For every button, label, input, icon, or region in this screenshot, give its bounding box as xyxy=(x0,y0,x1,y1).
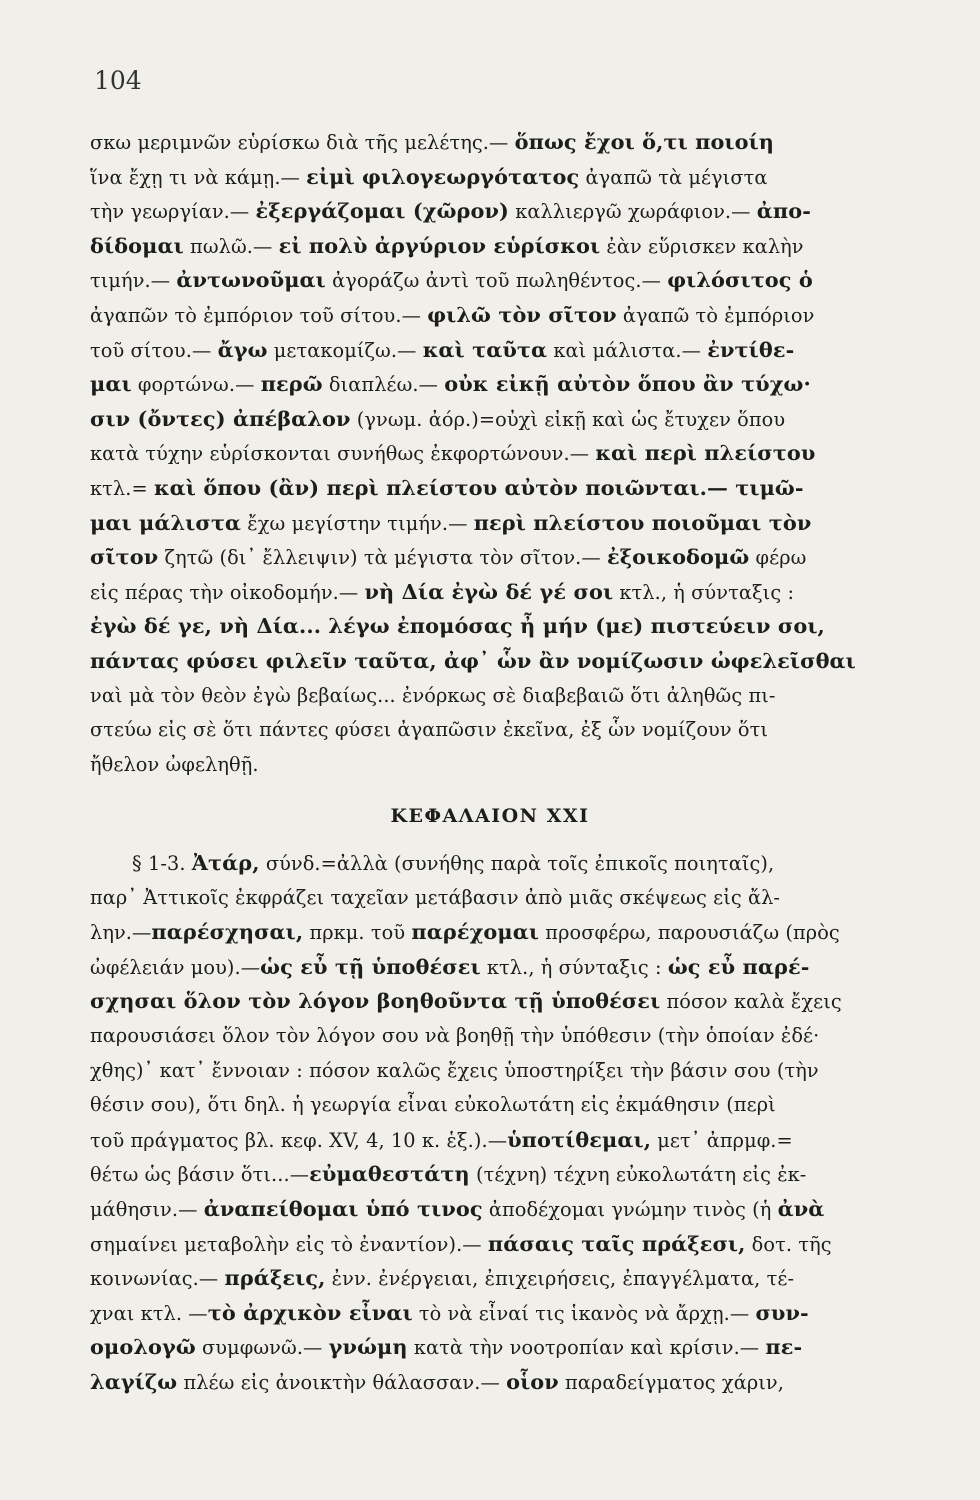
text-line xyxy=(90,1261,898,1296)
lemma-term: ὅπως ἔχοι ὅ,τι ποιοίη xyxy=(514,129,775,154)
gloss-text: ἀγαπῶ τὰ μέγιστα xyxy=(579,165,768,189)
text-line xyxy=(90,263,898,298)
gloss-text: κτλ.= xyxy=(90,476,154,500)
lemma-term: ἐγὼ δέ γε, νὴ Δία... λέγω ἐπομόσας ἦ μήν (με) πιστεύειν σοι, xyxy=(90,613,825,639)
text-line xyxy=(90,713,898,748)
text-line xyxy=(90,229,898,264)
lemma-term: εἰ πολὺ ἀργύριον εὑρίσκοι xyxy=(278,232,601,258)
lemma-term: σχησαι ὅλον τὸν λόγον βοηθοῦντα τῇ ὑποθέσει xyxy=(90,988,661,1014)
gloss-text: μετακομίζω.— xyxy=(267,338,423,362)
lemma-term: πράξεις, xyxy=(224,1265,326,1291)
lemma-term: ἀπο- xyxy=(756,198,811,224)
lemma-term: ἀνὰ xyxy=(777,1195,825,1221)
text-line xyxy=(90,1019,898,1054)
gloss-text: καὶ μάλιστα.— xyxy=(547,338,708,362)
lemma-term: μαι μάλιστα xyxy=(90,509,242,535)
lemma-term: τὸ ἀρχικὸν εἶναι xyxy=(207,1299,413,1325)
gloss-text: θέσιν σου), ὅτι δηλ. ἡ γεωργία εἶναι εὐκολωτάτη εἰς ἐκμάθησιν (περὶ xyxy=(90,1093,776,1117)
text-line xyxy=(90,881,898,916)
text-line xyxy=(90,471,898,506)
text-line xyxy=(90,609,898,644)
gloss-text: ἀποδέχομαι γνώμην τινὸς (ἡ xyxy=(482,1197,778,1221)
lemma-term: πάντας φύσει φιλεῖν ταῦτα, ἀφ᾽ ὧν ἂν νομίζωσιν ὠφελεῖσθαι xyxy=(90,647,856,673)
gloss-text: ἀγαπῶ τὸ ἐμπόριον xyxy=(616,303,815,327)
gloss-text: τοῦ σίτου.— xyxy=(90,338,218,362)
lemma-term: παρέσχησαι, xyxy=(151,919,304,945)
lemma-term: περῶ xyxy=(260,371,323,397)
text-line xyxy=(90,436,898,471)
lemma-term: σιν (ὄντες) ἀπέβαλον xyxy=(90,405,351,431)
text-line xyxy=(90,1192,898,1227)
gloss-text: στεύω εἰς σὲ ὅτι πάντες φύσει ἀγαπῶσιν ἐκεῖνα, ἐξ ὧν νομίζουν ὅτι xyxy=(90,718,769,742)
gloss-text: τιμήν.— xyxy=(90,269,177,293)
text-line xyxy=(90,644,898,679)
lemma-term: καὶ ὅπου (ἂν) περὶ πλείστου αὐτὸν ποιῶνται.— τιμῶ- xyxy=(153,474,804,500)
lemma-term: ἄγω xyxy=(217,336,268,362)
gloss-text: διαπλέω.— xyxy=(322,373,445,397)
gloss-text: μετ᾽ ἀπρμφ.= xyxy=(651,1128,793,1152)
lemma-term: μαι xyxy=(90,371,132,397)
text-line xyxy=(90,194,898,229)
gloss-text: σκω μεριμνῶν εὑρίσκω διὰ τῆς μελέτης.— xyxy=(90,131,515,154)
gloss-text: κατὰ τὴν νοοτροπίαν καὶ κρίσιν.— xyxy=(407,1336,766,1360)
gloss-text: κτλ., ἡ σύνταξις : xyxy=(613,580,795,604)
text-line xyxy=(90,846,898,881)
lemma-term: φιλῶ τὸν σῖτον xyxy=(427,301,617,327)
text-line xyxy=(90,506,898,541)
gloss-text: ἵνα ἔχῃ τι νὰ κάμῃ.— xyxy=(90,165,307,189)
text-line xyxy=(90,984,898,1019)
gloss-text: φέρω xyxy=(749,546,807,570)
text-line xyxy=(90,1123,898,1158)
text-line xyxy=(90,915,898,950)
text-line xyxy=(90,1365,898,1400)
text-line xyxy=(90,333,898,368)
lemma-term: περὶ πλείστου ποιοῦμαι τὸν xyxy=(473,509,812,535)
lemma-term: πε- xyxy=(765,1334,803,1360)
text-line xyxy=(90,1227,898,1262)
gloss-text: φορτώνω.— xyxy=(131,373,261,397)
lemma-term: ὡς εὖ τῇ ὑποθέσει xyxy=(260,953,481,979)
text-line xyxy=(90,1157,898,1192)
text-line xyxy=(90,367,898,402)
lemma-term: ἐξεργάζομαι (χῶρον) xyxy=(255,198,509,224)
gloss-text: τὴν γεωργίαν.— xyxy=(90,200,256,224)
lemma-term: δίδομαι xyxy=(90,232,184,258)
gloss-text: σημαίνει μεταβολὴν εἰς τὸ ἐναντίον).— xyxy=(90,1232,488,1256)
gloss-text: ἐνν. ἐνέργειαι, ἐπιχειρήσεις, ἐπαγγέλματα, τέ- xyxy=(325,1267,795,1291)
lemma-term: καὶ περὶ πλείστου xyxy=(595,440,816,466)
gloss-text: λην.— xyxy=(90,921,152,945)
text-line xyxy=(90,575,898,610)
gloss-text: ζητῶ (δι᾽ ἔλλειψιν) τὰ μέγιστα τὸν σῖτον.— xyxy=(158,546,607,570)
lemma-term: γνώμη xyxy=(328,1334,408,1360)
lemma-term: ἐξοικοδομῶ xyxy=(606,544,750,570)
gloss-text: χναι κτλ. — xyxy=(90,1301,208,1325)
lemma-term: ὑποτίθεμαι, xyxy=(507,1126,652,1152)
lemma-term: λαγίζω xyxy=(90,1368,178,1394)
gloss-text: παρ᾽ Ἀττικοῖς ἐκφράζει ταχεῖαν μετάβασιν ἀπὸ μιᾶς σκέψεως εἰς ἄλ- xyxy=(90,885,781,909)
lemma-term: ἀναπείθομαι ὑπό τινος xyxy=(203,1195,483,1221)
gloss-text: ναὶ μὰ τὸν θεὸν ἐγὼ βεβαίως... ἐνόρκως σὲ διαβεβαιῶ ὅτι ἀληθῶς πι- xyxy=(90,683,776,707)
lemma-term: Ἀτάρ, xyxy=(191,850,260,875)
chapter-heading: ΚΕΦΑΛΑΙΟΝ XXI xyxy=(390,805,590,827)
gloss-text: τοῦ πράγματος βλ. κεφ. XV, 4, 10 κ. ἑξ.).— xyxy=(90,1128,508,1152)
text-line xyxy=(90,1088,898,1123)
lemma-term: εἰμὶ φιλογεωργότατος xyxy=(306,163,580,189)
lemma-term: οἷον xyxy=(506,1368,559,1394)
lemma-term: ὡς εὖ παρέ- xyxy=(667,953,810,979)
text-line xyxy=(90,1330,898,1365)
gloss-text: εἰς πέρας τὴν οἰκοδομήν.— xyxy=(90,580,365,604)
gloss-text: πωλῶ.— xyxy=(183,234,279,258)
gloss-text: κοινωνίας.— xyxy=(90,1267,225,1291)
gloss-text: πόσον καλὰ ἔχεις xyxy=(660,990,842,1014)
gloss-text: ὠφέλειάν μου).— xyxy=(90,955,261,979)
lemma-term: οὐκ εἰκῇ αὐτὸν ὅπου ἂν τύχω· xyxy=(444,371,811,397)
gloss-text: πλέω εἰς ἀνοικτὴν θάλασσαν.— xyxy=(177,1370,507,1394)
text-line xyxy=(90,298,898,333)
text-line xyxy=(90,125,898,160)
text-line xyxy=(90,1054,898,1089)
gloss-text: χθης)᾽ κατ᾽ ἔννοιαν : πόσον καλῶς ἔχεις ὑποστηρίξει τὴν βάσιν σου (τὴν xyxy=(90,1058,819,1082)
gloss-text: σύνδ.=ἀλλὰ (συνήθης παρὰ τοῖς ἐπικοῖς ποιηταῖς), xyxy=(259,852,775,875)
gloss-text: παρουσιάσει ὅλον τὸν λόγον σου νὰ βοηθῇ τὴν ὑπόθεσιν (τὴν ὁποίαν ἐδέ· xyxy=(90,1023,820,1047)
gloss-text: ἀγαπῶν τὸ ἐμπόριον τοῦ σίτου.— xyxy=(90,303,428,327)
gloss-text: κατὰ τύχην εὑρίσκονται συνήθως ἐκφορτώνουν.— xyxy=(90,442,596,466)
page-number: 104 xyxy=(94,66,142,95)
lemma-term: παρέχομαι xyxy=(411,919,540,945)
lemma-term: σῖτον xyxy=(90,544,159,570)
gloss-text: ἐὰν εὕρισκεν καλὴν xyxy=(600,234,804,258)
gloss-text: τὸ νὰ εἶναί τις ἱκανὸς νὰ ἄρχῃ.— xyxy=(412,1301,756,1325)
gloss-text: θέτω ὡς βάσιν ὅτι...— xyxy=(90,1163,310,1187)
lemma-term: ἐντίθε- xyxy=(707,336,795,362)
lemma-term: συν- xyxy=(755,1299,809,1325)
gloss-text: δοτ. τῆς xyxy=(745,1232,832,1256)
text-line xyxy=(90,540,898,575)
lemma-term: καὶ ταῦτα xyxy=(422,336,548,362)
gloss-text: πρκμ. τοῦ xyxy=(303,921,412,945)
lemma-term: νὴ Δία ἐγὼ δέ γέ σοι xyxy=(364,578,614,604)
lemma-term: ἀντωνοῦμαι xyxy=(176,267,326,293)
commentary-paragraph-1 xyxy=(90,125,898,782)
text-line xyxy=(90,748,898,783)
gloss-text: συμφωνῶ.— xyxy=(195,1336,329,1360)
gloss-text: ἔχω μεγίστην τιμήν.— xyxy=(241,511,474,535)
text-line xyxy=(90,402,898,437)
gloss-text: μάθησιν.— xyxy=(90,1197,204,1221)
gloss-text: ἤθελον ὠφεληθῇ. xyxy=(90,752,259,776)
gloss-text: § 1-3. xyxy=(132,852,192,875)
text-line xyxy=(90,160,898,195)
gloss-text: κτλ., ἡ σύνταξις : xyxy=(480,955,668,979)
gloss-text: (τέχνη) τέχνη εὐκολωτάτη εἰς ἐκ- xyxy=(469,1163,807,1187)
lemma-term: πάσαις ταῖς πράξεσι, xyxy=(487,1230,746,1256)
gloss-text: (γνωμ. ἀόρ.)=οὐχὶ εἰκῇ καὶ ὡς ἔτυχεν ὅπου xyxy=(350,407,786,431)
gloss-text: ἀγοράζω ἀντὶ τοῦ πωληθέντος.— xyxy=(325,269,668,293)
lemma-term: ομολογῶ xyxy=(90,1334,196,1360)
gloss-text: παραδείγματος χάριν, xyxy=(558,1370,784,1394)
gloss-text: προσφέρω, παρουσιάζω (πρὸς xyxy=(539,921,840,945)
text-line xyxy=(90,950,898,985)
commentary-paragraph-2 xyxy=(90,846,898,1400)
text-line xyxy=(90,679,898,714)
gloss-text: καλλιεργῶ χωράφιον.— xyxy=(508,200,757,224)
lemma-term: εὐμαθεστάτη xyxy=(309,1161,470,1187)
lemma-term: φιλόσιτος ὁ xyxy=(667,267,813,293)
text-line xyxy=(90,1296,898,1331)
